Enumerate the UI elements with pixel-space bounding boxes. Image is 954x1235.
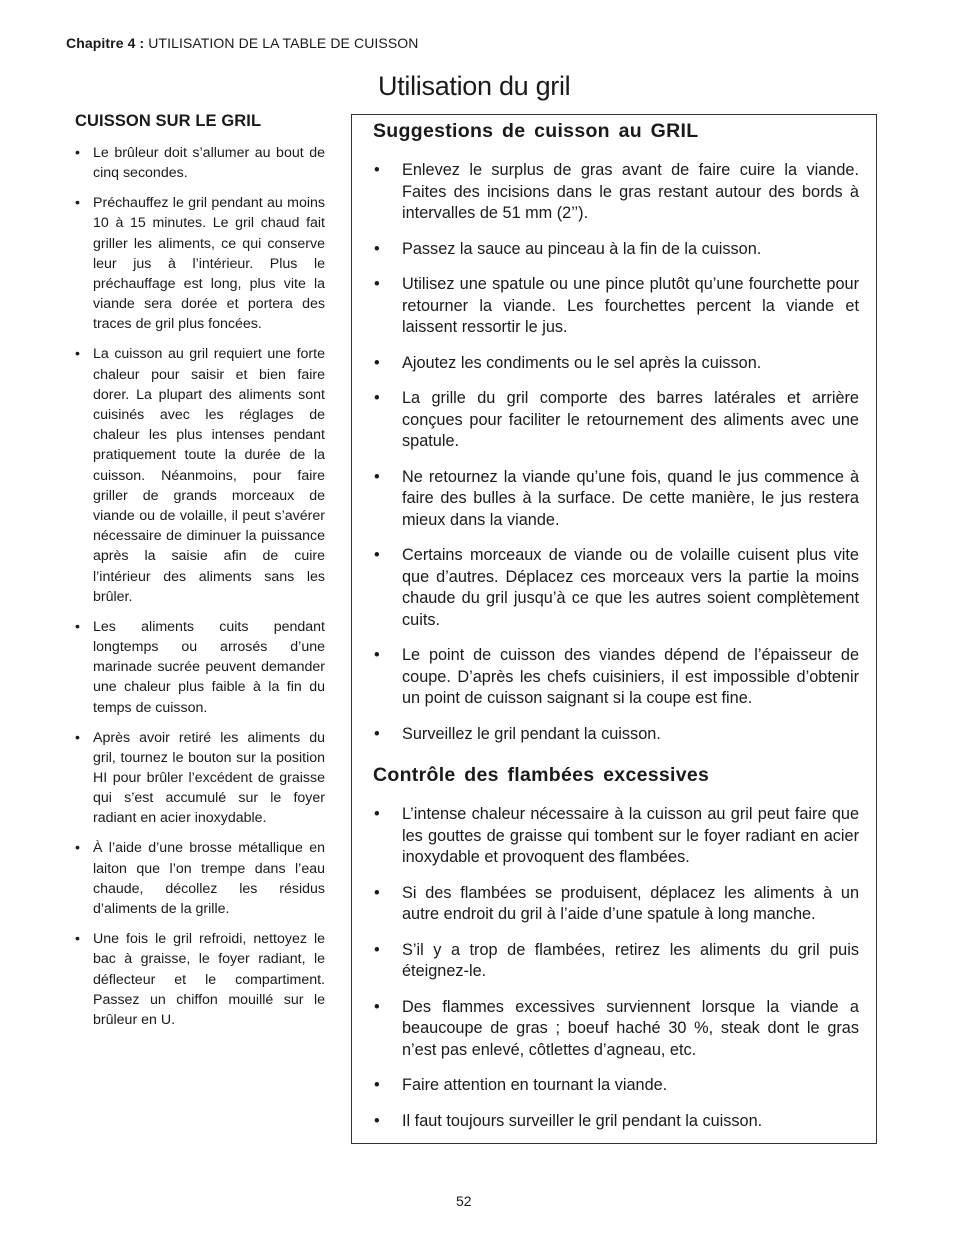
list-item: • Préchauffez le gril pendant au moins 10 à 15 minutes. Le gril chaud fait griller les aliments, ce qui conserve leur jus à l’intérieur. Plus le préchauffage est long, plus vite la viande sera dorée et portera des traces de gril plus foncées. bbox=[75, 195, 325, 333]
bullet-icon: • bbox=[75, 840, 80, 857]
bullet-icon: • bbox=[75, 346, 80, 363]
bullet-icon: • bbox=[374, 883, 380, 902]
bullet-icon: • bbox=[374, 805, 380, 823]
list-item: • Une fois le gril refroidi, nettoyez le bac à graisse, le foyer radiant, le déflecteur et le compartiment. Passez un chiffon mouillé sur le brûleur en U. bbox=[75, 931, 325, 1028]
list-item: • À l’aide d’une brosse métallique en laiton que l’on trempe dans l’eau chaude, décollez les résidus d’aliments de la grille. bbox=[75, 840, 325, 918]
chapter-label: Chapitre 4 : bbox=[66, 35, 145, 51]
bullet-icon: • bbox=[75, 729, 80, 746]
bullet-icon: • bbox=[374, 389, 380, 407]
bullet-icon: • bbox=[75, 195, 80, 212]
bullet-icon: • bbox=[374, 646, 380, 664]
list-item: • Utilisez une spatule ou une pince plutôt qu’une fourchette pour retourner la viande. Les fourchettes percent la viande et laissent ressortir le jus. bbox=[374, 275, 859, 336]
grill-cooking-list bbox=[74, 143, 325, 1030]
bullet-icon: • bbox=[374, 724, 380, 743]
bullet-icon: • bbox=[374, 275, 380, 293]
list-item: • La grille du gril comporte des barres latérales et arrière conçues pour faciliter le retournement des aliments avec une spatule. bbox=[374, 389, 859, 450]
bullet-icon: • bbox=[374, 353, 380, 372]
bullet-icon: • bbox=[374, 997, 380, 1016]
list-item: • Après avoir retiré les aliments du gril, tournez le bouton sur la position HI pour brûler l’excédent de graisse qui s’est accumulé sur le foyer radiant en acier inoxydable. bbox=[75, 729, 325, 827]
bullet-icon: • bbox=[374, 161, 380, 179]
bullet-icon: • bbox=[75, 145, 80, 161]
grill-cooking-heading: CUISSON SUR LE GRIL bbox=[75, 112, 262, 130]
bullet-icon: • bbox=[374, 546, 380, 564]
list-item: • Certains morceaux de viande ou de volaille cuisent plus vite que d’autres. Déplacez ces morceaux vers la partie la moins chaude du gril jusqu’à ce que les autres soient complètement cuits. bbox=[374, 546, 859, 629]
list-item: • La cuisson au gril requiert une forte chaleur pour saisir et bien faire dorer. La plupart des aliments sont cuisinés avec les réglages de chaleur les plus intenses pendant pratiquement toute la durée de la cuisson. Néanmoins, pour faire griller de grands morceaux de viande ou de volaille, il peut s’avérer nécessaire de diminuer la puissance après la saisie afin de cuire l’intérieur des aliments sans les brûler. bbox=[75, 346, 325, 605]
list-item: • Passez la sauce au pinceau à la fin de la cuisson. bbox=[373, 239, 859, 261]
grill-cooking-column bbox=[74, 112, 325, 1040]
bullet-icon: • bbox=[374, 239, 380, 258]
bullet-icon: • bbox=[374, 467, 380, 486]
chapter-header bbox=[66, 35, 418, 51]
list-item: • Des flammes excessives surviennent lorsque la viande a beaucoupe de gras ; boeuf haché 30 %, steak dont le gras n’est pas enlevé, côtlettes d’agneau, etc. bbox=[374, 997, 859, 1059]
bullet-icon: • bbox=[374, 1076, 380, 1094]
bullet-icon: • bbox=[75, 618, 80, 635]
list-item: • Il faut toujours surveiller le gril pendant la cuisson. bbox=[373, 1111, 859, 1133]
page-title: Utilisation du gril bbox=[378, 71, 571, 101]
chapter-section: UTILISATION DE LA TABLE DE CUISSON bbox=[148, 35, 419, 51]
list-item: • S’il y a trop de flambées, retirez les aliments du gril puis éteignez-le. bbox=[374, 940, 859, 980]
list-item: • Les aliments cuits pendant longtemps ou arrosés d’une marinade sucrée peuvent demander une chaleur plus faible à la fin du temps de cuisson. bbox=[75, 618, 325, 716]
suggestions-heading: Suggestions de cuisson au GRIL bbox=[373, 120, 699, 142]
flare-ups-heading: Contrôle des flambées excessives bbox=[373, 764, 710, 786]
list-item: • L’intense chaleur nécessaire à la cuisson au gril peut faire que les gouttes de graisse qui tombent sur le foyer radiant en acier inoxydable et provoquent des flambées. bbox=[374, 805, 859, 866]
tips-box bbox=[351, 114, 877, 1144]
list-item: • Enlevez le surplus de gras avant de faire cuire la viande. Faites des incisions dans le gras restant autour des bords à intervalles de 51 mm (2’’). bbox=[374, 161, 859, 222]
list-item: • Si des flambées se produisent, déplacez les aliments à un autre endroit du gril à l’aide d’une spatule à long manche. bbox=[374, 883, 859, 923]
flare-ups-list bbox=[373, 804, 859, 1146]
bullet-icon: • bbox=[374, 1111, 380, 1130]
list-item: • Ajoutez les condiments ou le sel après la cuisson. bbox=[373, 353, 859, 375]
list-item: • Le point de cuisson des viandes dépend de l’épaisseur de coupe. D’après les chefs cuisiniers, il est impossible d’obtenir un point de cuisson saignant si la coupe est fine. bbox=[374, 646, 859, 707]
list-item: • Le brûleur doit s’allumer au bout de cinq secondes. bbox=[75, 145, 325, 182]
page-number: 52 bbox=[456, 1193, 472, 1209]
suggestions-list bbox=[373, 160, 859, 759]
bullet-icon: • bbox=[75, 931, 80, 948]
list-item: • Faire attention en tournant la viande. bbox=[373, 1075, 859, 1097]
list-item: • Surveillez le gril pendant la cuisson. bbox=[373, 724, 859, 746]
bullet-icon: • bbox=[374, 940, 380, 959]
list-item: • Ne retournez la viande qu’une fois, quand le jus commence à faire des bulles à la surface. De cette manière, le jus restera mieux dans la viande. bbox=[374, 467, 859, 529]
